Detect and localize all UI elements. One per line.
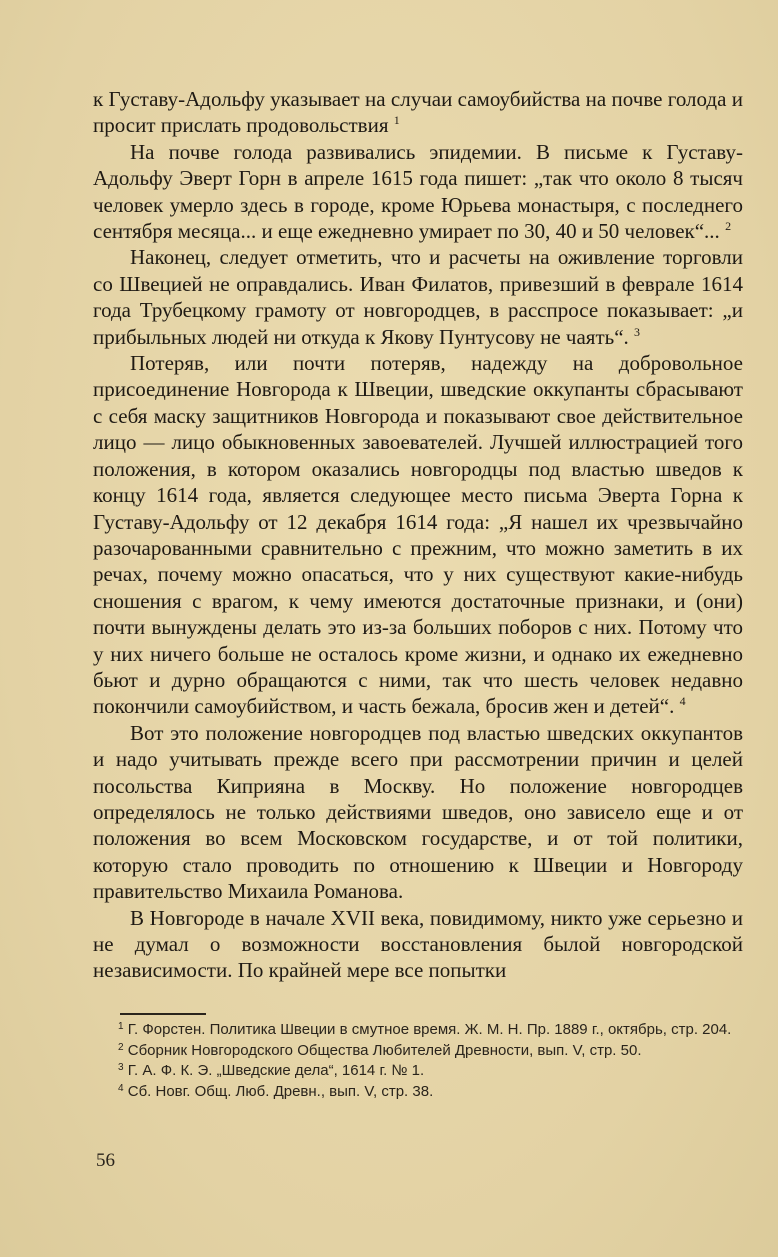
footnote-text: Сб. Новг. Общ. Люб. Древн., вып. V, стр. 38. <box>127 1082 434 1100</box>
paragraph-1 <box>93 86 743 139</box>
footnote-text: Г. А. Ф. К. Э. „Шведские дела“, 1614 г. № 1. <box>127 1062 425 1079</box>
footnote-divider <box>120 1013 206 1015</box>
footnote-number: 3 <box>118 1062 124 1073</box>
paragraph-1-text: к Густаву-Адольфу указывает на случаи самоубийства на почве голода и просит прислать продовольствия <box>93 87 743 138</box>
footnote-4 <box>96 1082 746 1103</box>
paragraph-6: В Новгороде в начале XVII века, повидимому, никто уже серьезно и не думал о возможности восстановления былой новгородской независимости. По крайней мере все попытки <box>93 905 743 983</box>
footnote-ref-2: 2 <box>725 219 732 234</box>
footnote-number: 1 <box>118 1021 124 1032</box>
footnote-number: 4 <box>118 1082 124 1094</box>
main-text <box>93 86 743 984</box>
paragraph-3-text: Наконец, следует отметить, что и расчеты на оживление торговли со Швецией не оправдались. Иван Филатов, привезший в феврале 1614 года Трубецкому грамоту от новгородцев, в расспросе показывает: „и прибыльных людей ни откуда к Якову Пунтусову не чаять“. <box>93 245 743 349</box>
footnote-text: Сборник Новгородского Общества Любителей Древности, вып. V, стр. 50. <box>127 1041 642 1059</box>
footnote-ref-4: 4 <box>679 694 686 709</box>
paragraph-5: Вот это положение новгородцев под властью шведских оккупантов и надо учитывать прежде всего при рассмотрении причин и целей посольства Киприяна в Москву. Но положение новгородцев определялось не только действиями шведов, оно зависело еще и от положения во всем Московском государстве, и от той политики, которую стало проводить по отношению к Швеции и Новгороду правительство Михаила Романова. <box>93 720 743 904</box>
paragraph-3 <box>93 244 743 350</box>
footnote-ref-3: 3 <box>634 324 641 339</box>
paragraph-4-text: Потеряв, или почти потеряв, надежду на добровольное присоединение Новгорода к Швеции, шведские оккупанты сбрасывают с себя маску защитников Новгорода и показывают свое действительное лицо — лицо обыкновенных завоевателей. Лучшей иллюстрацией того положения, в котором оказались новгородцы под властью шведов к концу 1614 года, является следующее место письма Эверта Горна к Густаву-Адольфу от 12 декабря 1614 года: „Я нашел их чрезвычайно разочарованными сравнительно с прежним, что можно заметить в их речах, почему можно опасаться, что у них существуют какие-нибудь сношения с врагом, к чему имеются достаточные признаки, и (они) почти вынуждены делать это из-за больших поборов с них. Потому что у них ничего больше не осталось кроме жизни, и однако их ежедневно бьют и дурно обращаются с ними, так что шесть человек недавно покончили самоубийством, и часть бежала, бросив жен и детей“. <box>93 351 743 719</box>
footnote-3 <box>96 1061 746 1082</box>
paragraph-4 <box>93 350 743 720</box>
footnotes <box>96 1020 746 1102</box>
page-number: 56 <box>96 1150 115 1171</box>
paragraph-2 <box>93 139 743 245</box>
footnote-number: 2 <box>118 1041 124 1053</box>
footnote-text: Г. Форстен. Политика Швеции в смутное время. Ж. М. Н. Пр. 1889 г., октябрь, стр. 204. <box>127 1021 732 1038</box>
footnote-1 <box>96 1020 746 1041</box>
footnote-2 <box>96 1041 746 1062</box>
paragraph-2-text: На почве голода развивались эпидемии. В письме к Густаву-Адольфу Эверт Горн в апреле 1615 года пишет: „так что около 8 тысяч человек умерло здесь в городе, кроме Юрьева монастыря, с последнего сентября месяца... и еще ежедневно умирает по 30, 40 и 50 человек“... <box>93 139 743 244</box>
footnote-ref-1: 1 <box>393 113 400 128</box>
